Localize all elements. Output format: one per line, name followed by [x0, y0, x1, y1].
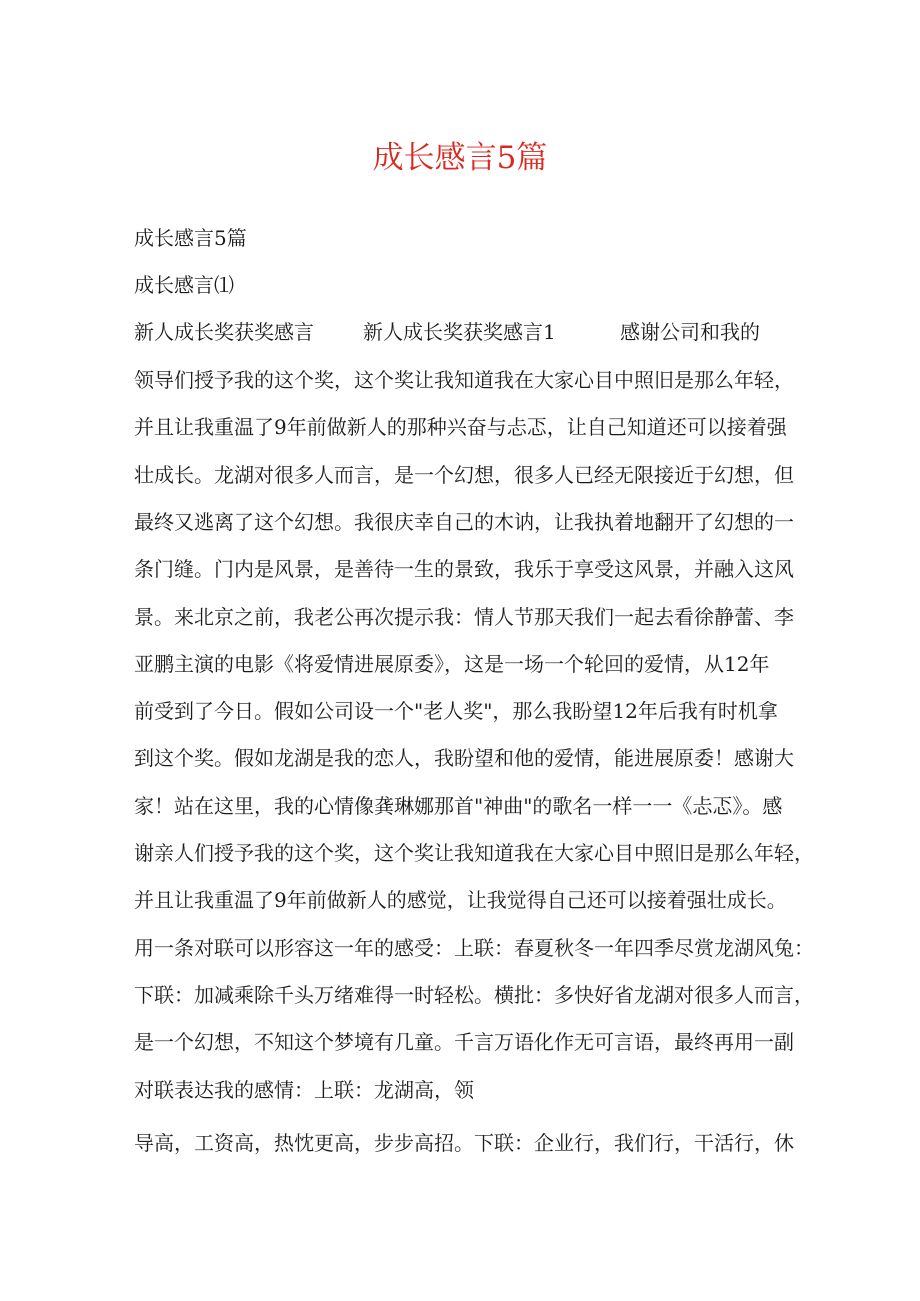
body-line: 是一个幻想，不知这个梦境有几童。千言万语化作无可言语，最终再用一副: [134, 1030, 794, 1055]
award-speech-title: 新人成长奖获奖感言1: [363, 320, 556, 344]
section-heading: 成长感言⑴: [134, 273, 234, 297]
body-line: 景。来北京之前，我老公再次提示我：情人节那天我们一起去看徐静蕾、李: [134, 604, 794, 629]
body-line: 谢亲人们授予我的这个奖，这个奖让我知道我在大家心目中照旧是那么年轻，: [134, 841, 814, 865]
award-name: 新人成长奖获奖感言: [134, 320, 314, 344]
body-line: 家！站在这里，我的心情像龚琳娜那首"神曲"的歌名一样一一《忐忑》。感: [134, 793, 783, 818]
body-line: 用一条对联可以形容这一年的感受：上联：春夏秋冬一年四季尽赏龙湖风兔：: [134, 935, 814, 960]
body-line: 前受到了今日。假如公司设一个"老人奖"，那么我盼望12年后我有时机拿: [134, 699, 778, 724]
body-line: 亚鹏主演的电影《将爱情进展原委》，这是一场一个轮回的爱情，从12年: [134, 651, 770, 676]
body-line: 并且让我重温了9年前做新人的那种兴奋与忐忑，让自己知道还可以接着强: [134, 415, 787, 440]
body-line: 导高，工资高，热忱更高，步步高招。下联：企业行，我们行，干活行，休: [134, 1130, 794, 1155]
body-line: 最终又逃离了这个幻想。我很庆幸自己的木讷，让我执着地翻开了幻想的一: [134, 509, 794, 534]
body-line: 到这个奖。假如龙湖是我的恋人，我盼望和他的爱情，能进展原委！感谢大: [134, 746, 794, 771]
body-line: 领导们授予我的这个奖，这个奖让我知道我在大家心目中照旧是那么年轻，: [134, 368, 794, 392]
body-line: 壮成长。龙湖对很多人而言，是一个幻想，很多人已经无限接近于幻想，但: [134, 462, 794, 487]
document-subtitle: 成长感言5篇: [134, 226, 247, 250]
body-line: 条门缝。门内是风景，是善待一生的景致，我乐于享受这风景，并融入这风: [134, 557, 794, 582]
body-line: 并且让我重温了9年前做新人的感觉，让我觉得自己还可以接着强壮成长。: [134, 888, 787, 913]
body-line: 下联：加减乘除千头万绪难得一时轻松。横批：多快好省龙湖对很多人而言，: [134, 982, 814, 1007]
document-title: 成长感言5篇: [372, 140, 548, 176]
speech-opening: 感谢公司和我的: [620, 320, 760, 344]
body-line: 对联表达我的感情：上联：龙湖高，领: [134, 1077, 474, 1102]
